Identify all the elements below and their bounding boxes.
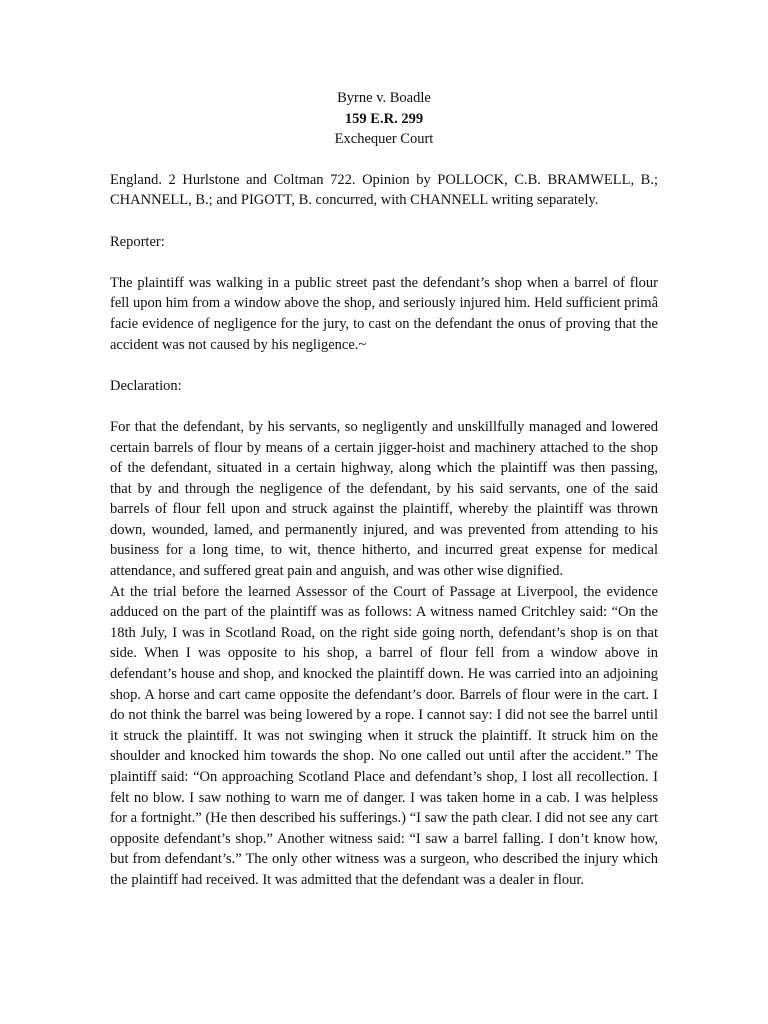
court-name: Exchequer Court bbox=[334, 131, 434, 148]
declaration-paragraph: For that the defendant, by his servants, so negligently and unskillfully managed and lowered certain barrels of flour by means of a certain jigger-hoist and machinery attached to the shop of the defendant, situated in a certain highway, along which the plaintiff was then passing, that by and through the negligence of the defendant, by his said servants, one of the said barrels of flour fell upon and struck against the plaintiff, whereby the plaintiff was thrown down, wounded, lamed, and permanently injured, and was prevented from attending to his business for a long time, to wit, thence hitherto, and incurred great expense for medical attendance, and suffered great pain and anguish, and was other wise dignified. bbox=[110, 418, 658, 580]
document-body bbox=[110, 88, 658, 891]
reporter-paragraph: The plaintiff was walking in a public street past the defendant’s shop when a barrel of flour fell upon him from a window above the shop, and seriously injured him. Held sufficient primâ facie evidence of negligence for the jury, to cast on the defendant the onus of proving that the accident was not caused by his negligence.~ bbox=[110, 274, 658, 353]
case-intro-paragraph: England. 2 Hurlstone and Coltman 722. Opinion by POLLOCK, C.B. BRAMWELL, B.; CHANNELL, B.; and PIGOTT, B. concurred, with CHANNELL writing separately. bbox=[110, 171, 658, 209]
trial-evidence-paragraph: At the trial before the learned Assessor of the Court of Passage at Liverpool, the evidence adduced on the part of the plaintiff was as follows: A witness named Critchley said: “On the 18th July, I was in Scotland Road, on the right side going north, defendant’s shop is on that side. When I was opposite to his shop, a barrel of flour fell from a window above in defendant’s house and shop, and knocked the plaintiff down. He was carried into an adjoining shop. A horse and cart came opposite the defendant’s door. Barrels of flour were in the cart. I do not think the barrel was being lowered by a rope. I cannot say: I did not see the barrel until it struck the plaintiff. It was not swinging when it struck the plaintiff. It struck him on the shoulder and knocked him towards the shop. No one called out until after the accident.” The plaintiff said: “On approaching Scotland Place and defendant’s shop, I lost all recollection. I felt no blow. I saw nothing to warn me of danger. I was taken home in a cab. I was helpless for a fortnight.” (He then described his sufferings.) “I saw the path clear. I did not see any cart opposite defendant’s shop.” Another witness said: “I saw a barrel falling. I don’t know how, but from defendant’s.” The only other witness was a surgeon, who described the injury which the plaintiff had received. It was admitted that the defendant was a dealer in flour. bbox=[110, 583, 658, 888]
case-header bbox=[110, 88, 658, 150]
case-citation: 159 E.R. 299 bbox=[344, 110, 424, 127]
declaration-heading: Declaration: bbox=[110, 377, 182, 394]
reporter-heading: Reporter: bbox=[110, 233, 165, 250]
case-title: Byrne v. Boadle bbox=[337, 90, 431, 106]
